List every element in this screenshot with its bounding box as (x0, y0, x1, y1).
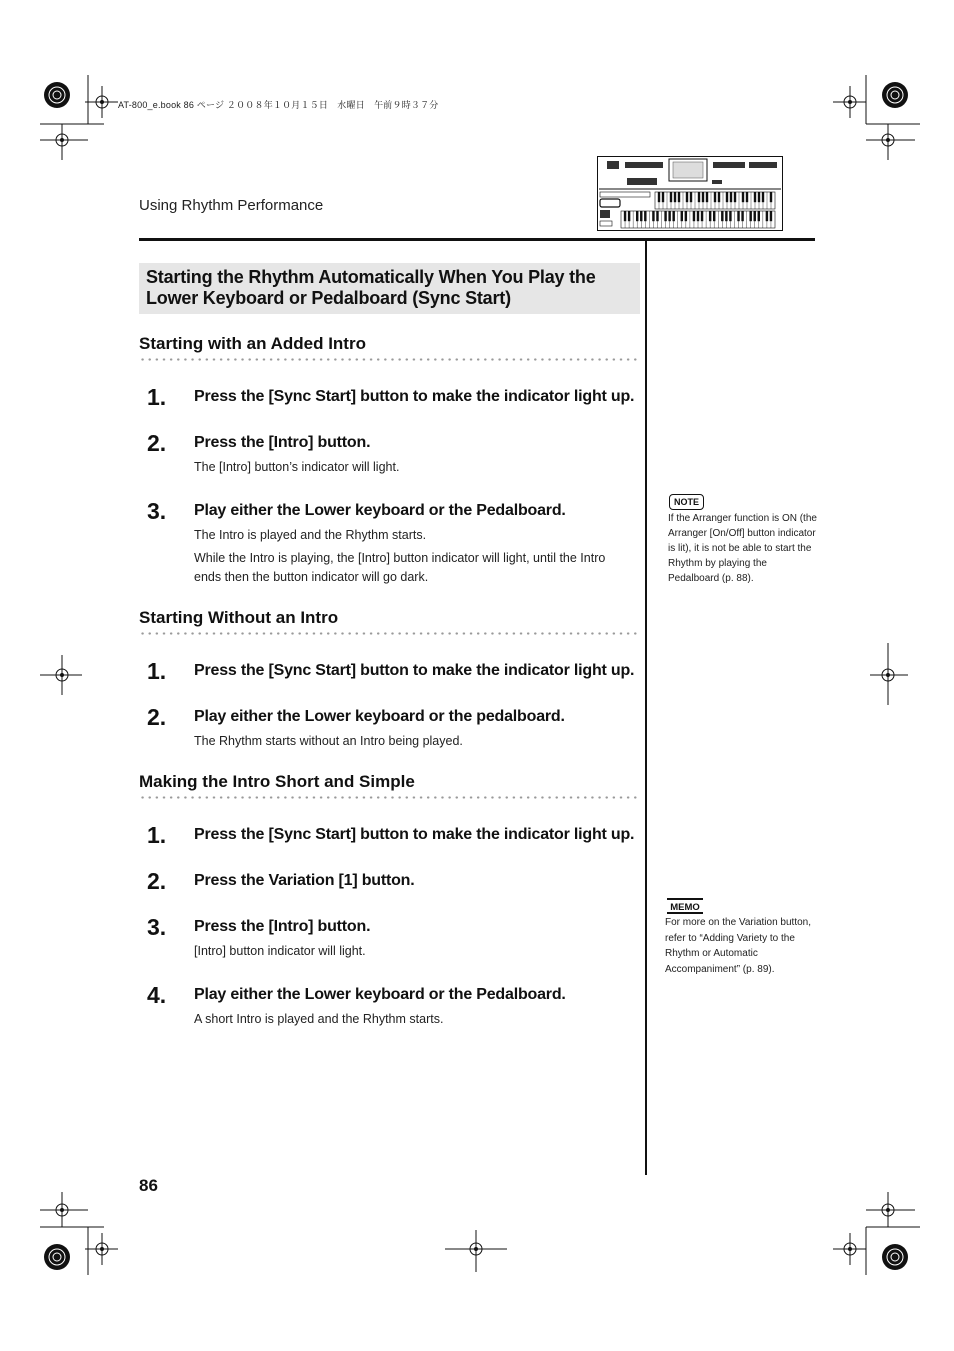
step-body: The Intro is played and the Rhythm starts. (194, 528, 427, 542)
registration-mark-icon (882, 1244, 908, 1270)
step-number: 3. (147, 498, 167, 524)
step-text: Play either the Lower keyboard or the Pedalboard. (194, 502, 566, 519)
step-number: 2. (147, 430, 167, 456)
step-number: 2. (147, 704, 167, 730)
step-text: Press the [Sync Start] button to make the indicator light up. (194, 662, 635, 679)
note-text: If the Arranger function is ON (the Arranger [On/Off] button indicator is lit), it is not be able to start the Rhythm by playing the Pedalboard (p. 88). (668, 513, 817, 584)
step-text: Press the Variation [1] button. (194, 872, 415, 889)
subsection-heading: Making the Intro Short and Simple (139, 772, 415, 791)
step-number: 1. (147, 384, 167, 410)
step-text: Press the [Sync Start] button to make the indicator light up. (194, 826, 635, 843)
upper-keyboard-icon (655, 192, 775, 209)
step-number: 1. (147, 658, 167, 684)
step-number: 4. (147, 982, 167, 1008)
dotted-rule (139, 358, 640, 361)
step-body: The Rhythm starts without an Intro being played. (194, 734, 463, 748)
step-body: The [Intro] button’s indicator will light. (194, 460, 400, 474)
subsection-heading: Starting Without an Intro (139, 608, 339, 627)
note-icon: NOTE (669, 494, 704, 510)
step-text: Press the [Sync Start] button to make the indicator light up. (194, 388, 635, 405)
dotted-rule (139, 632, 640, 635)
header-rule (139, 238, 815, 241)
print-job-line: AT-800_e.book 86 ページ ２００８年１０月１５日 水曜日 午前９時３７分 (118, 100, 439, 110)
page-number: 86 (139, 1176, 158, 1195)
organ-panel-illustration (597, 156, 783, 231)
column-divider (645, 240, 647, 1175)
section-heading-box (139, 263, 640, 314)
step-number: 3. (147, 914, 167, 940)
subsection-heading: Starting with an Added Intro (139, 334, 366, 353)
registration-mark-icon (44, 1244, 70, 1270)
step-text: Play either the Lower keyboard or the pedalboard. (194, 708, 565, 725)
memo-text: For more on the Variation button, refer to “Adding Variety to the Rhythm or Automatic Accompaniment” (p. 89). (665, 917, 812, 975)
lower-keyboard-icon (621, 211, 775, 228)
step-body: [Intro] button indicator will light. (194, 944, 366, 958)
dotted-rule (139, 796, 640, 799)
section-title: Starting the Rhythm Automatically When You Play the Lower Keyboard or Pedalboard (Sync Start) (146, 267, 596, 308)
step-text: Press the [Intro] button. (194, 918, 371, 935)
registration-mark-icon (44, 82, 70, 108)
registration-mark-icon (882, 82, 908, 108)
step-text: Play either the Lower keyboard or the Pedalboard. (194, 986, 566, 1003)
step-number: 1. (147, 822, 167, 848)
running-title: Using Rhythm Performance (139, 197, 324, 214)
memo-icon: MEMO (667, 898, 703, 914)
step-number: 2. (147, 868, 167, 894)
step-body: A short Intro is played and the Rhythm starts. (194, 1012, 444, 1026)
step-text: Press the [Intro] button. (194, 434, 371, 451)
step-body: While the Intro is playing, the [Intro] button indicator will light, until the Intro ends then the button indicator will go dark. (194, 551, 606, 584)
